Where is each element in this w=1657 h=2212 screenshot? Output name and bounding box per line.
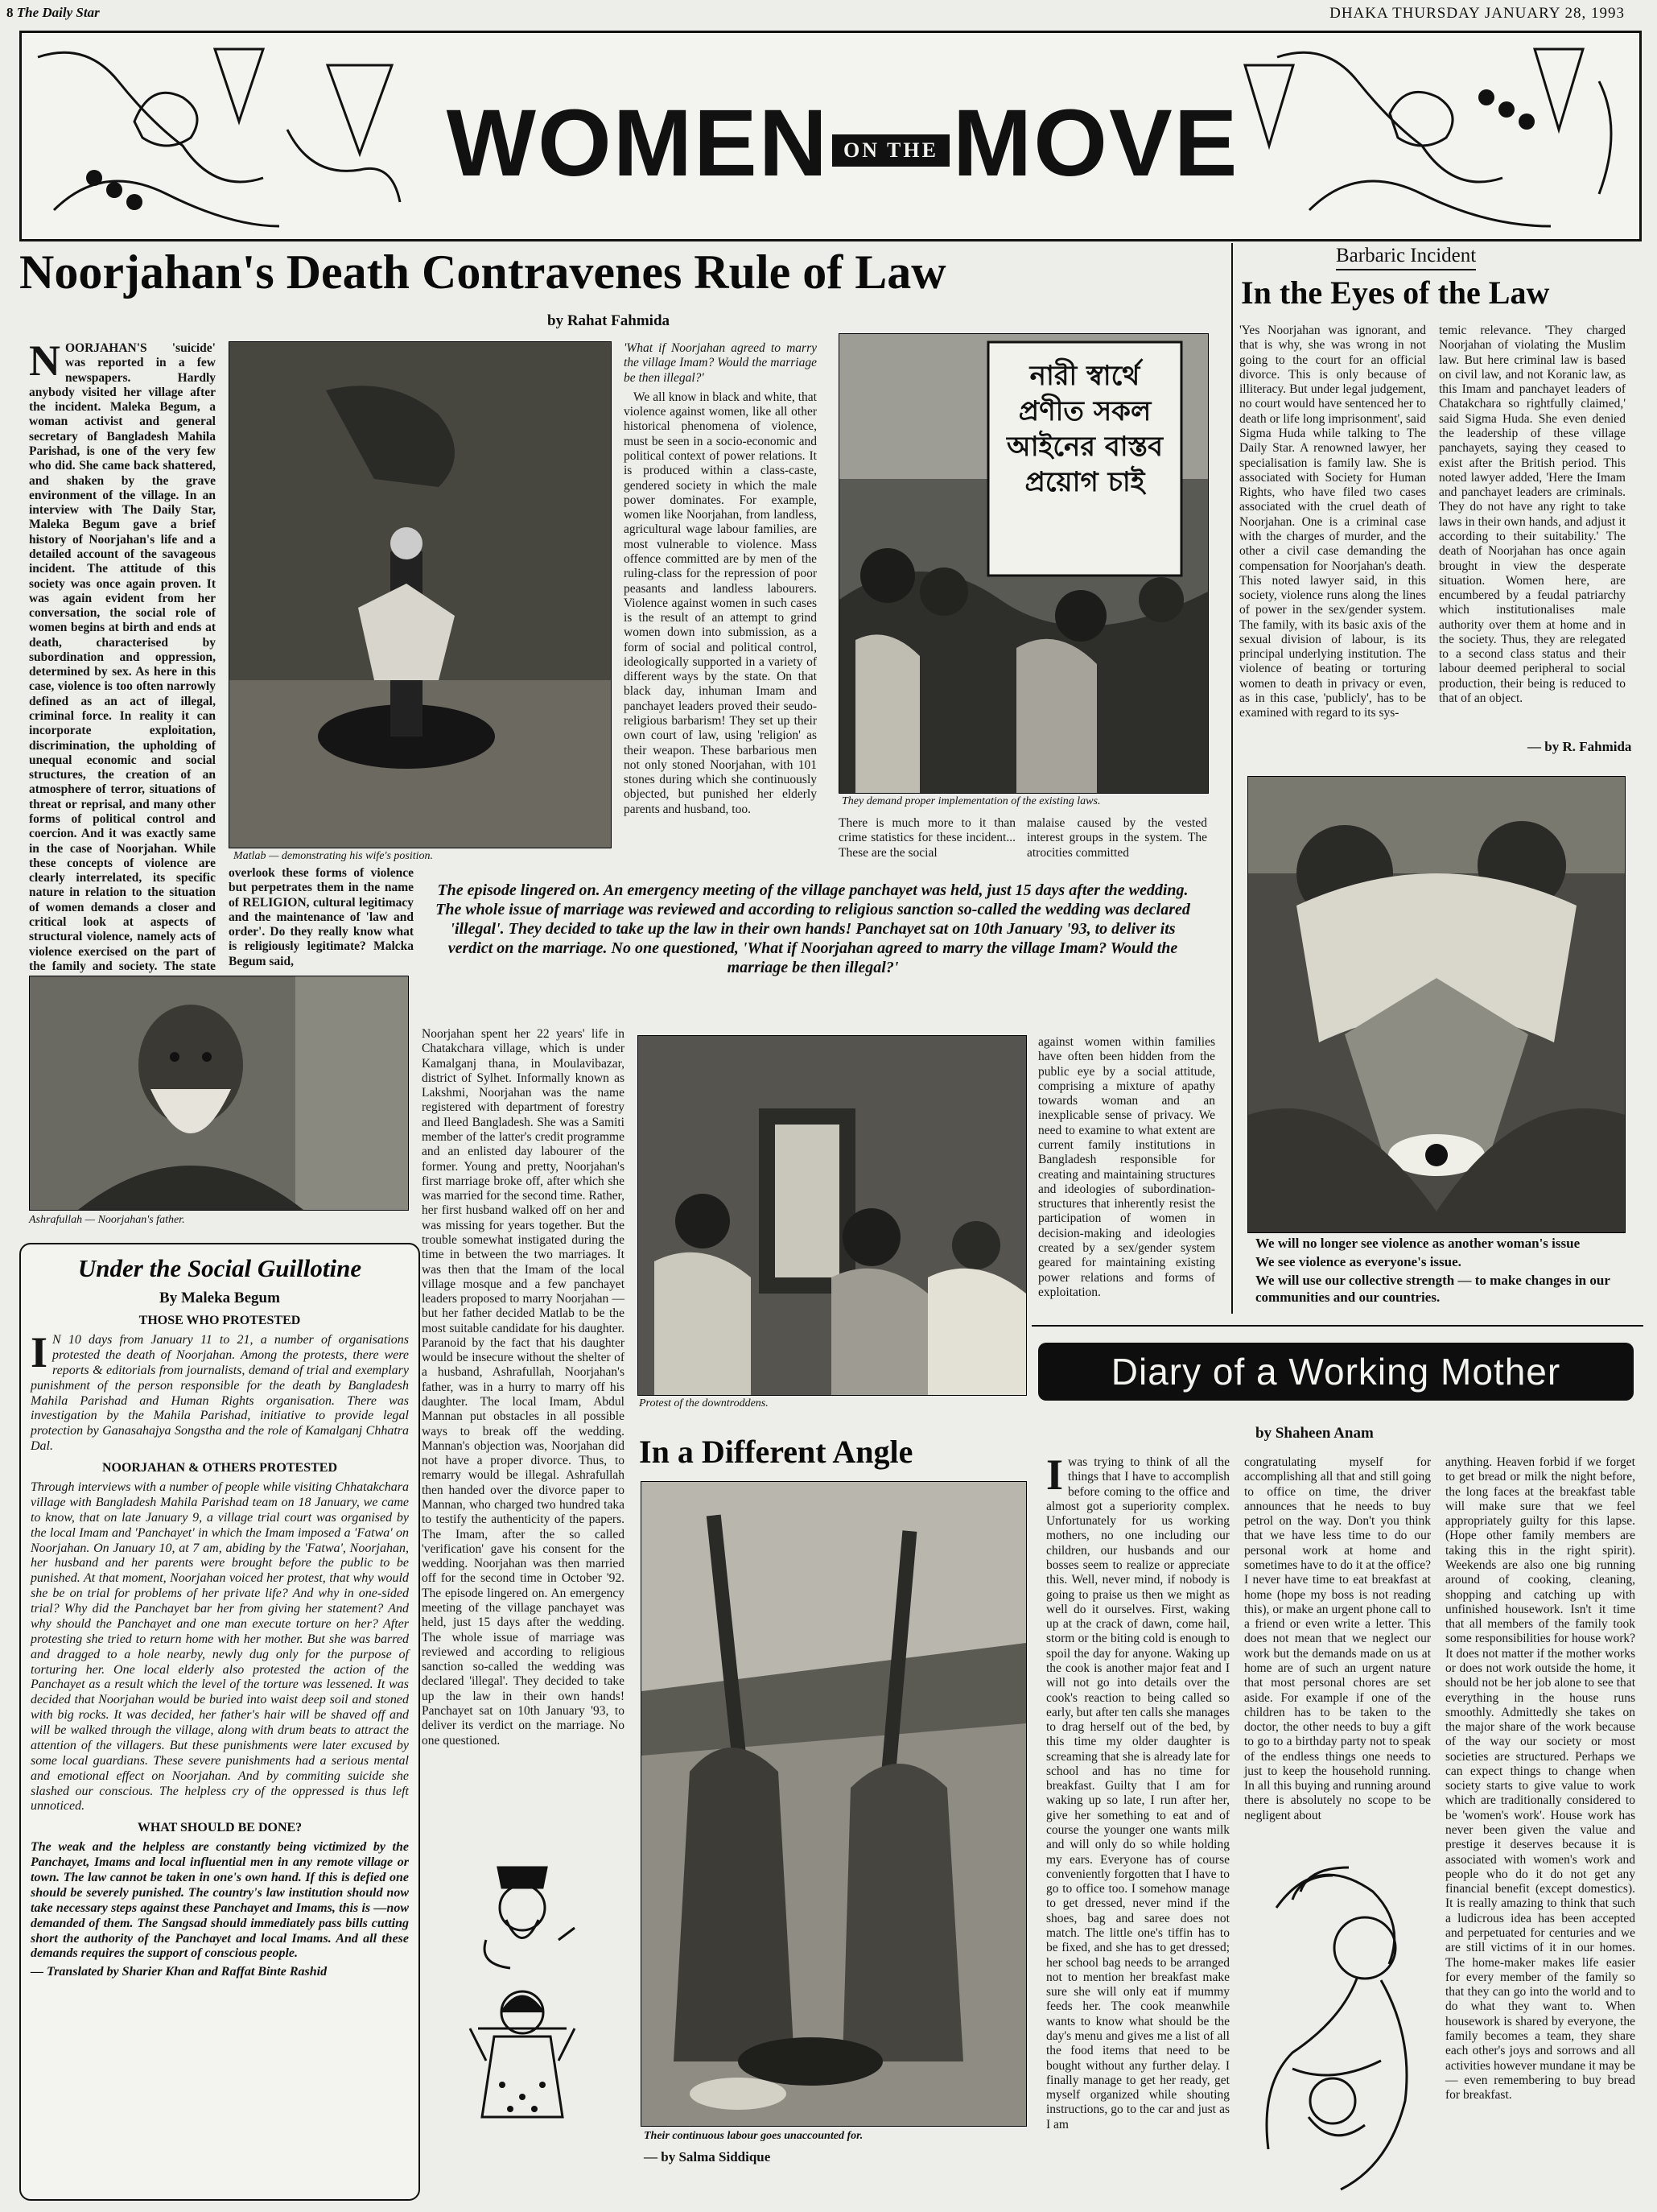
artwork-caption-line-3: We will use our collective strength — to make changes in our communities and our countries. <box>1255 1273 1610 1305</box>
artwork-caption-line-1: We will no longer see violence as another woman's issue <box>1255 1236 1581 1251</box>
photo-matlab <box>229 341 612 848</box>
banner-word-women: WOMEN <box>446 90 829 196</box>
guillotine-byline: By Maleka Begum <box>159 1290 280 1306</box>
photo-protest-top <box>839 333 1209 794</box>
main-article-lower-col2: against women within families have often been hidden from the public eye by a social attitude, comprising a mixture of apathy towards woman and an inexplicable sense of privacy. We need to examine to what extent are current family institutions in Bangladesh responsible for creating and maintaining structures and ideologies of subordination-structures that inherently resist the participation of women in decision-making and ideologies created by a sex/gender system geared for maintaining existing power relations and forms of exploitation. <box>1038 1035 1215 1299</box>
dateline: DHAKA THURSDAY JANUARY 28, 1993 <box>1329 5 1625 22</box>
main-article-byline: by Rahat Fahmida <box>547 312 670 329</box>
artwork-caption <box>1255 1235 1626 1306</box>
artwork-panel-art <box>1248 777 1625 1232</box>
caption-ashrafullah: Ashrafullah — Noorjahan's father. <box>29 1214 185 1226</box>
main-article-col3-text: We all know in black and white, that violence against women, like all other historical phenomena of violence, must be seen in a socio-economic and political context of power relations. It is produced within a class-caste, gendered society in which the male power dominates. For example, women like Noorjahan, from landless, agricultural wage labour families, are most vulnerable to violence. Mass offence committed are by men of the ruling-class for the repression of poor peasants and landless labourers. Violence against women in such cases is the result of an attempt to grind women down into submission, as a form of social and political control, ideologically supported in a variety of different ways by the state. On that black day, inhuman Imam and panchayet leaders proved their seudo-religious barbarism! They set up their own court of law, using 'religion' as their weapon. These barbarious men not only stoned Noorjahan, with 101 stones during which she continuously objected, but punished her elderly parents and husband, too. <box>624 390 817 816</box>
main-article-dropcap: N <box>29 336 60 385</box>
main-article-title: Noorjahan's Death Contravenes Rule of Law <box>19 246 946 299</box>
main-article-col5: malaise caused by the vested interest groups in the system. The atrocities committed <box>1027 816 1207 860</box>
paper-name: The Daily Star <box>16 5 100 20</box>
guillotine-translators: — Translated by Sharier Khan and Raffat Binte Rashid <box>31 1965 328 1979</box>
main-article-col2: overlook these forms of violence but perpetrates them in the name of RELIGION, cultural legitimacy and the maintenance of 'law and order'. Do they really know what is religiously legitimate? Malcka Begum said, <box>229 866 414 968</box>
caption-protest-top: They demand proper implementation of the existing laws. <box>842 795 1101 807</box>
law-sidebar-col1: 'Yes Noorjahan was ignorant, and that is why, she was wrong in not going to the court for an official divorce. This is only because of illiteracy. But under legal judgement, no court would have sentenced her to death or life long imprisonment', said Sigma Huda while talking to The Daily Star. A renowned lawyer, her specialisation is family law. She is associated with Society for Human Rights, who have filed two cases associated with the cruel death of Noorjahan. One is a criminal case with the charges of murder, and the other a civil case demanding the compensation for Noorjahan's death. This noted lawyer said, in this society, violence runs along the lines of power in the sex/gender system. The family, with its basic axis of the sexual division of labour, is its principal underlying institution. The violence of beating or torturing women to death in privacy or even, as in this case, 'publicly', has to be examined with regard to its sys- <box>1239 324 1426 720</box>
cartoon-woman <box>462 1980 583 2133</box>
diary-byline: by Shaheen Anam <box>1255 1425 1374 1442</box>
guillotine-para-1 <box>31 1328 409 1455</box>
main-article-col3 <box>624 341 817 865</box>
section-banner <box>19 31 1642 241</box>
diary-col1-text: was trying to think of all the things that I have to accomplish before coming to the office and almost got a superiority complex. Unfortunately for us working mothers, no one including our children, our husbands and our bosses seem to realize or appreciate this. Well, never mind, if nobody is going to praise us then we might as well do it ourselves. First, waking up at the crack of dawn, come hail, storm or the biting cold is enough to spoil the day for anyone. Waking up the cook is another major feat and I will not go into details over the cook's reaction to being called so early, but after ten calls she manages to drag herself out of the bed, by this time my older daughter is screaming that she is already late for school and has no time for breakfast. Guilty that I am for waking up so late, I run after her, give her something to eat and of course the younger one wants milk and will only do so while holding my ears. Everyone has of course conveniently forgotten that I have to go to office too. I somehow manage to get dressed, never mind if the shoes, bag and saree does not match. The little one's tiffin has to be fixed, and she has to get dressed; her school bag needs to be arranged not to mention her breakfast make sure she will only eat if mummy feeds her. The cook meanwhile wants to know what should be the day's menu and gives me a list of all the food items that need to be bought without any further delay. I finally manage to get her ready, get myself organized while shouting instructions, go to the car and just as I am <box>1046 1455 1230 2132</box>
diary-col2: congratulating myself for accomplishing all that and still going to office on time, the driver announces that he needs to buy petrol on the way. Don't you think that we have less time to do our personal work at home and sometimes have to do it at the office? I never have time to eat breakfast at home (hope my boss is not reading this), or make an urgent phone call to a friend or even write a letter. This does not mean that we neglect our work but the demands made on us at home are of such an urgent nature that most personal chores are set aside. For example if one of the children has to be taken to the doctor, the other needs to buy a gift to go to a birthday party not to speak of the endless things one needs to just to keep the household running. In all this buying and running around there is absolutely no scope to be negligent about <box>1244 1455 1431 1822</box>
law-sidebar-col2: temic relevance. 'They charged Noorjahan of violating the Muslim law. But here criminal law is based on civil law, and not Koranic law, as this Imam and panchayet leaders of Chatakchara so rightfully claimed,' said Sigma Huda. She even denied the leadership of these village panchayets, saying they ceased to exist after the British period. This noted lawyer added, 'Here the Imam and panchayet leaders are criminals. They do not have any right to take laws in their own hands, and adjust it according to their suitability.' The death of Noorjahan has once again brought in view the desperate situation. Women here, are encumbered by a feudal patriarchy which institutionalises male authority over them at home and in the society. Thus, they are relegated to a second class status and their labour deemed peripheral to social production, their being is reduced to that of an object. <box>1439 324 1626 706</box>
photo-different-angle <box>641 1481 1027 2127</box>
main-article-pullquote: The episode lingered on. An emergency meeting of the village panchayet was held, just 15 days after the wedding. The whole issue of marriage was reviewed and according to religious sanction so-called the wedding was declared 'illegal'. They decided to take up the law in their own hands! Panchayet sat on 10th January '93, to deliver its verdict on the marriage. No one questioned, 'What if Noorjahan agreed to marry the village Imam? Would the marriage be then illegal?' <box>435 881 1190 976</box>
guillotine-para-3: The weak and the helpless are constantly being victimized by the Panchayet, Imams and local influential men in any remote village or town. The law cannot be taken in one's own hand. If this is defied one should be severely punished. The country's law institution should now take necessary steps against these Panchayet and Imams, this is —now demanded of them. The Sangsad should immediately pass bills cutting short the authority of the Panchayet and local Imams. And all these demands requires the support of conscious people. <box>31 1840 409 1961</box>
caption-protest-bottom: Protest of the downtroddens. <box>639 1397 769 1409</box>
diary-top-rule <box>1032 1325 1643 1327</box>
law-sidebar-byline: — by R. Fahmida <box>1527 739 1632 754</box>
photo-protest-bottom <box>637 1035 1027 1396</box>
banner-word-on-the: ON THE <box>843 138 938 162</box>
column-divider <box>1231 243 1233 1314</box>
main-article-col1 <box>29 336 216 973</box>
diary-col3: anything. Heaven forbid if we forget to get bread or milk the night before, the long faces at the breakfast table will make sure that we feel appropriately guilty for this lapse. (Hope other family members are taking this in the right spirit). Weekends are also one big running around of cooking, cleaning, shopping and catching up with unfinished housework. Isn't it time that all members of the family took some responsibilities for house work? It does not matter if the mother works or does not work outside the home, it should not be her job alone to see that everything in the house runs smoothly. Admittedly she takes on the major share of the work because of the way our society or most societies are structured. Perhaps we can expect things to change when society starts to give value to work which are traditionally considered to be 'women's work'. House work has never been given the value and prestige it deserves because it is associated with women's work and people who do it do not get any financial benefit (except domestics). It is really amazing to think that such a ludicrous idea has been accepted and perpetuated for centuries and we are still victims of it in our homes. The home-maker makes life easier for every member of the family so that they can go into the world and to do what they want to. When housework is shared by everyone, the family becomes a team, they share each other's joys and sorrows and all activities however mundane it may be — even remembering to buy bread for breakfast. <box>1445 1455 1635 2103</box>
guillotine-para-1-text: N 10 days from January 11 to 21, a number of organisations protested the death of Noorjahan. Among the protests, there were reports & editorials from journalists, demand of trial and exemplary punishment of the person responsible for the death by Bangladesh Mahila Parishad and Human Rights organisation. There was investigation by the Mahila Parishad, initiative to provide legal protection by Ganasahajya Songstha and the role of Kamalganj Chhatra Dal. <box>31 1333 409 1454</box>
artwork-caption-line-2: We see violence as everyone's issue. <box>1255 1254 1461 1269</box>
page-number: 8 <box>6 5 14 20</box>
diary-title-box <box>1038 1343 1634 1401</box>
guillotine-subhead-2: NOORJAHAN & OTHERS PROTESTED <box>101 1461 338 1475</box>
illustration-mother-child <box>1244 1843 1431 2198</box>
guillotine-subhead-3: WHAT SHOULD BE DONE? <box>137 1821 303 1835</box>
guillotine-subhead-1: THOSE WHO PROTESTED <box>138 1314 301 1327</box>
photo-protest-bottom-art <box>638 1036 1026 1395</box>
guillotine-dropcap: I <box>31 1328 48 1376</box>
main-article-col4: There is much more to it than crime statistics for these incident... These are the social <box>839 816 1016 860</box>
law-sidebar-title: In the Eyes of the Law <box>1241 274 1550 311</box>
photo-ashrafullah-art <box>30 976 408 1210</box>
banner-on-the-badge <box>832 134 950 167</box>
main-article-lower-col1: Noorjahan spent her 22 years' life in Chatakchara village, which is under Kamalganj thana, in Moulavibazar, district of Sylhet. Informally known as Lakshmi, Noorjahan was the name registered with department of forestry and Ileed Bangladesh. She was a Samiti member of the latter's credit programme and an enlisted day labourer of the former. Young and pretty, Noorjahan's first marriage broke off, after which she was married for the second time. Rather, her first husband walked off on her and was missing for years together. But the trouble somewhat instigated during the time in between the two marriages. It was then that the Imam of the local village mosque and a few panchayet leaders proposed to marry Noorjahan — but her father decided Matlab to be the most suitable candidate for his daughter. Paranoid by the fact that his daughter would be insecure without the shelter of a husband, Ashrafullah, Noorjahan's father, was in a hurry to marry off his daughter. The local Imam, Abdul Mannan put obstacles in all possible ways to break off the wedding. Mannan's objection was, Noorjahan did not have a proper divorce. Thus, to remarry would be illegal. Ashrafullah then handed over the divorce paper to Mannan, who charged two hundred taka to testify the authenticity of the papers. The Imam, after the so called 'verification' gave his consent for the wedding. Noorjahan was then married off for the second time in October '92. The episode lingered on. An emergency meeting of the village panchayet was held, just 15 days after the wedding. The whole issue of marriage was reviewed and according to religious sanction so-called the wedding was declared 'illegal'. They decided to take up the law in their own hands! Panchayet sat on 10th January '93, to deliver its verdict on the marriage. No one questioned. <box>422 1027 624 1748</box>
cartoon-imam <box>462 1851 583 1972</box>
different-angle-credit: — by Salma Siddique <box>644 2149 771 2165</box>
guillotine-para-2: Through interviews with a number of people while visiting Chhatakchara village with Bangladesh Mahila Parishad team on 18 January, we came to know, that on late January 9, a village trial court was organised by the local Imam and 'Panchayet' in which the Imam imposed a 'Fatwa' on Noorjahan. On January 10, at 7 am, abiding by the 'Fatwa', Noorjahan, her husband and her parents were brought before the public to be punished. At that moment, Noorjahan voiced her protest, that why would she be on trial for problems of her private life? And why in one-sided trial? Why did the Panchayet bar her from giving her statement? And why should the Panchayet and one man execute torture on her? After protesting she tried to return home with her mother. But she was barred and dragged to a hole nearby, newly dug only for the purpose of torturing her. One local elderly also protested the action of the Panchayet as a result which the level of the torture was lessened. It was decided that Noorjahan would be buried into waist deep soil and stoned with big rocks. It was decided, her father's hair will be shaved off and will be walked through the village, along with drum beats to attract the attention of the villagers. But these punishments were later excused by some local guardians. These severe punishments had a serious mental and emotional effect on Noorjahan. And by commiting suicide she slashed our conscious. The helpless cry of the oppressed is thus left unnoticed. <box>31 1480 409 1814</box>
photo-ashrafullah <box>29 976 409 1211</box>
diary-dropcap: I <box>1046 1451 1064 1499</box>
guillotine-box <box>19 1243 420 2201</box>
diary-col1 <box>1046 1451 1230 2204</box>
main-article-col3-quote: 'What if Noorjahan agreed to marry the village Imam? Would the marriage be then illegal?' <box>624 341 817 385</box>
photo-different-angle-art <box>641 1482 1026 2126</box>
caption-matlab: Matlab — demonstrating his wife's position. <box>233 850 434 862</box>
guillotine-title: Under the Social Guillotine <box>77 1254 362 1282</box>
artwork-panel <box>1247 776 1626 1233</box>
photo-matlab-art <box>229 342 611 848</box>
protest-sign-text: নারী স্বার্থে প্রণীত সকল আইনের বাস্তব প্রয়োগ চাই <box>1007 360 1163 498</box>
law-sidebar-kicker: Barbaric Incident <box>1336 245 1476 270</box>
different-angle-title: In a Different Angle <box>639 1434 913 1470</box>
page-number-label <box>6 5 100 21</box>
main-article-col1-text: OORJAHAN'S 'suicide' was reported in a few newspapers. Hardly anybody visited her village after the incident. Maleka Begum, a woman activist and general secretary of Bangladesh Mahila Parishad, is one of the very few who did. She came back shattered, and shaken by the grave environment of the village. In an interview with The Daily Star, Maleka Begum gave a brief history of Noorjahan's life and a detailed account of the savageous incident. The attitude of this society was once again proven. It was again evident from her conversation, the social role of women begins at birth and ends at death, characterised by subordination and oppression, determined by sex. As here in this case, violence is too often narrowly defined as an act of illegal, criminal force. In reality it can incorporate exploitation, discrimination, the upholding of unequal economic and social structures, the creation of an atmosphere of terror, situations of threat or reprisal, and many other forms of political control and coercion. And it was exactly same in the case of Noorjahan. While these concepts of violence are clearly interrelated, its specific nature in relation to the situation of women demands a closer and critical look at aspects of structural violence, namely acts of violence exercised on the part of the family and society. The state <box>29 341 216 973</box>
different-angle-caption: Their continuous labour goes unaccounted for. <box>644 2130 864 2142</box>
banner-word-move: MOVE <box>952 90 1239 196</box>
banner-title <box>440 83 1245 204</box>
diary-title: Diary of a Working Mother <box>1111 1351 1561 1393</box>
